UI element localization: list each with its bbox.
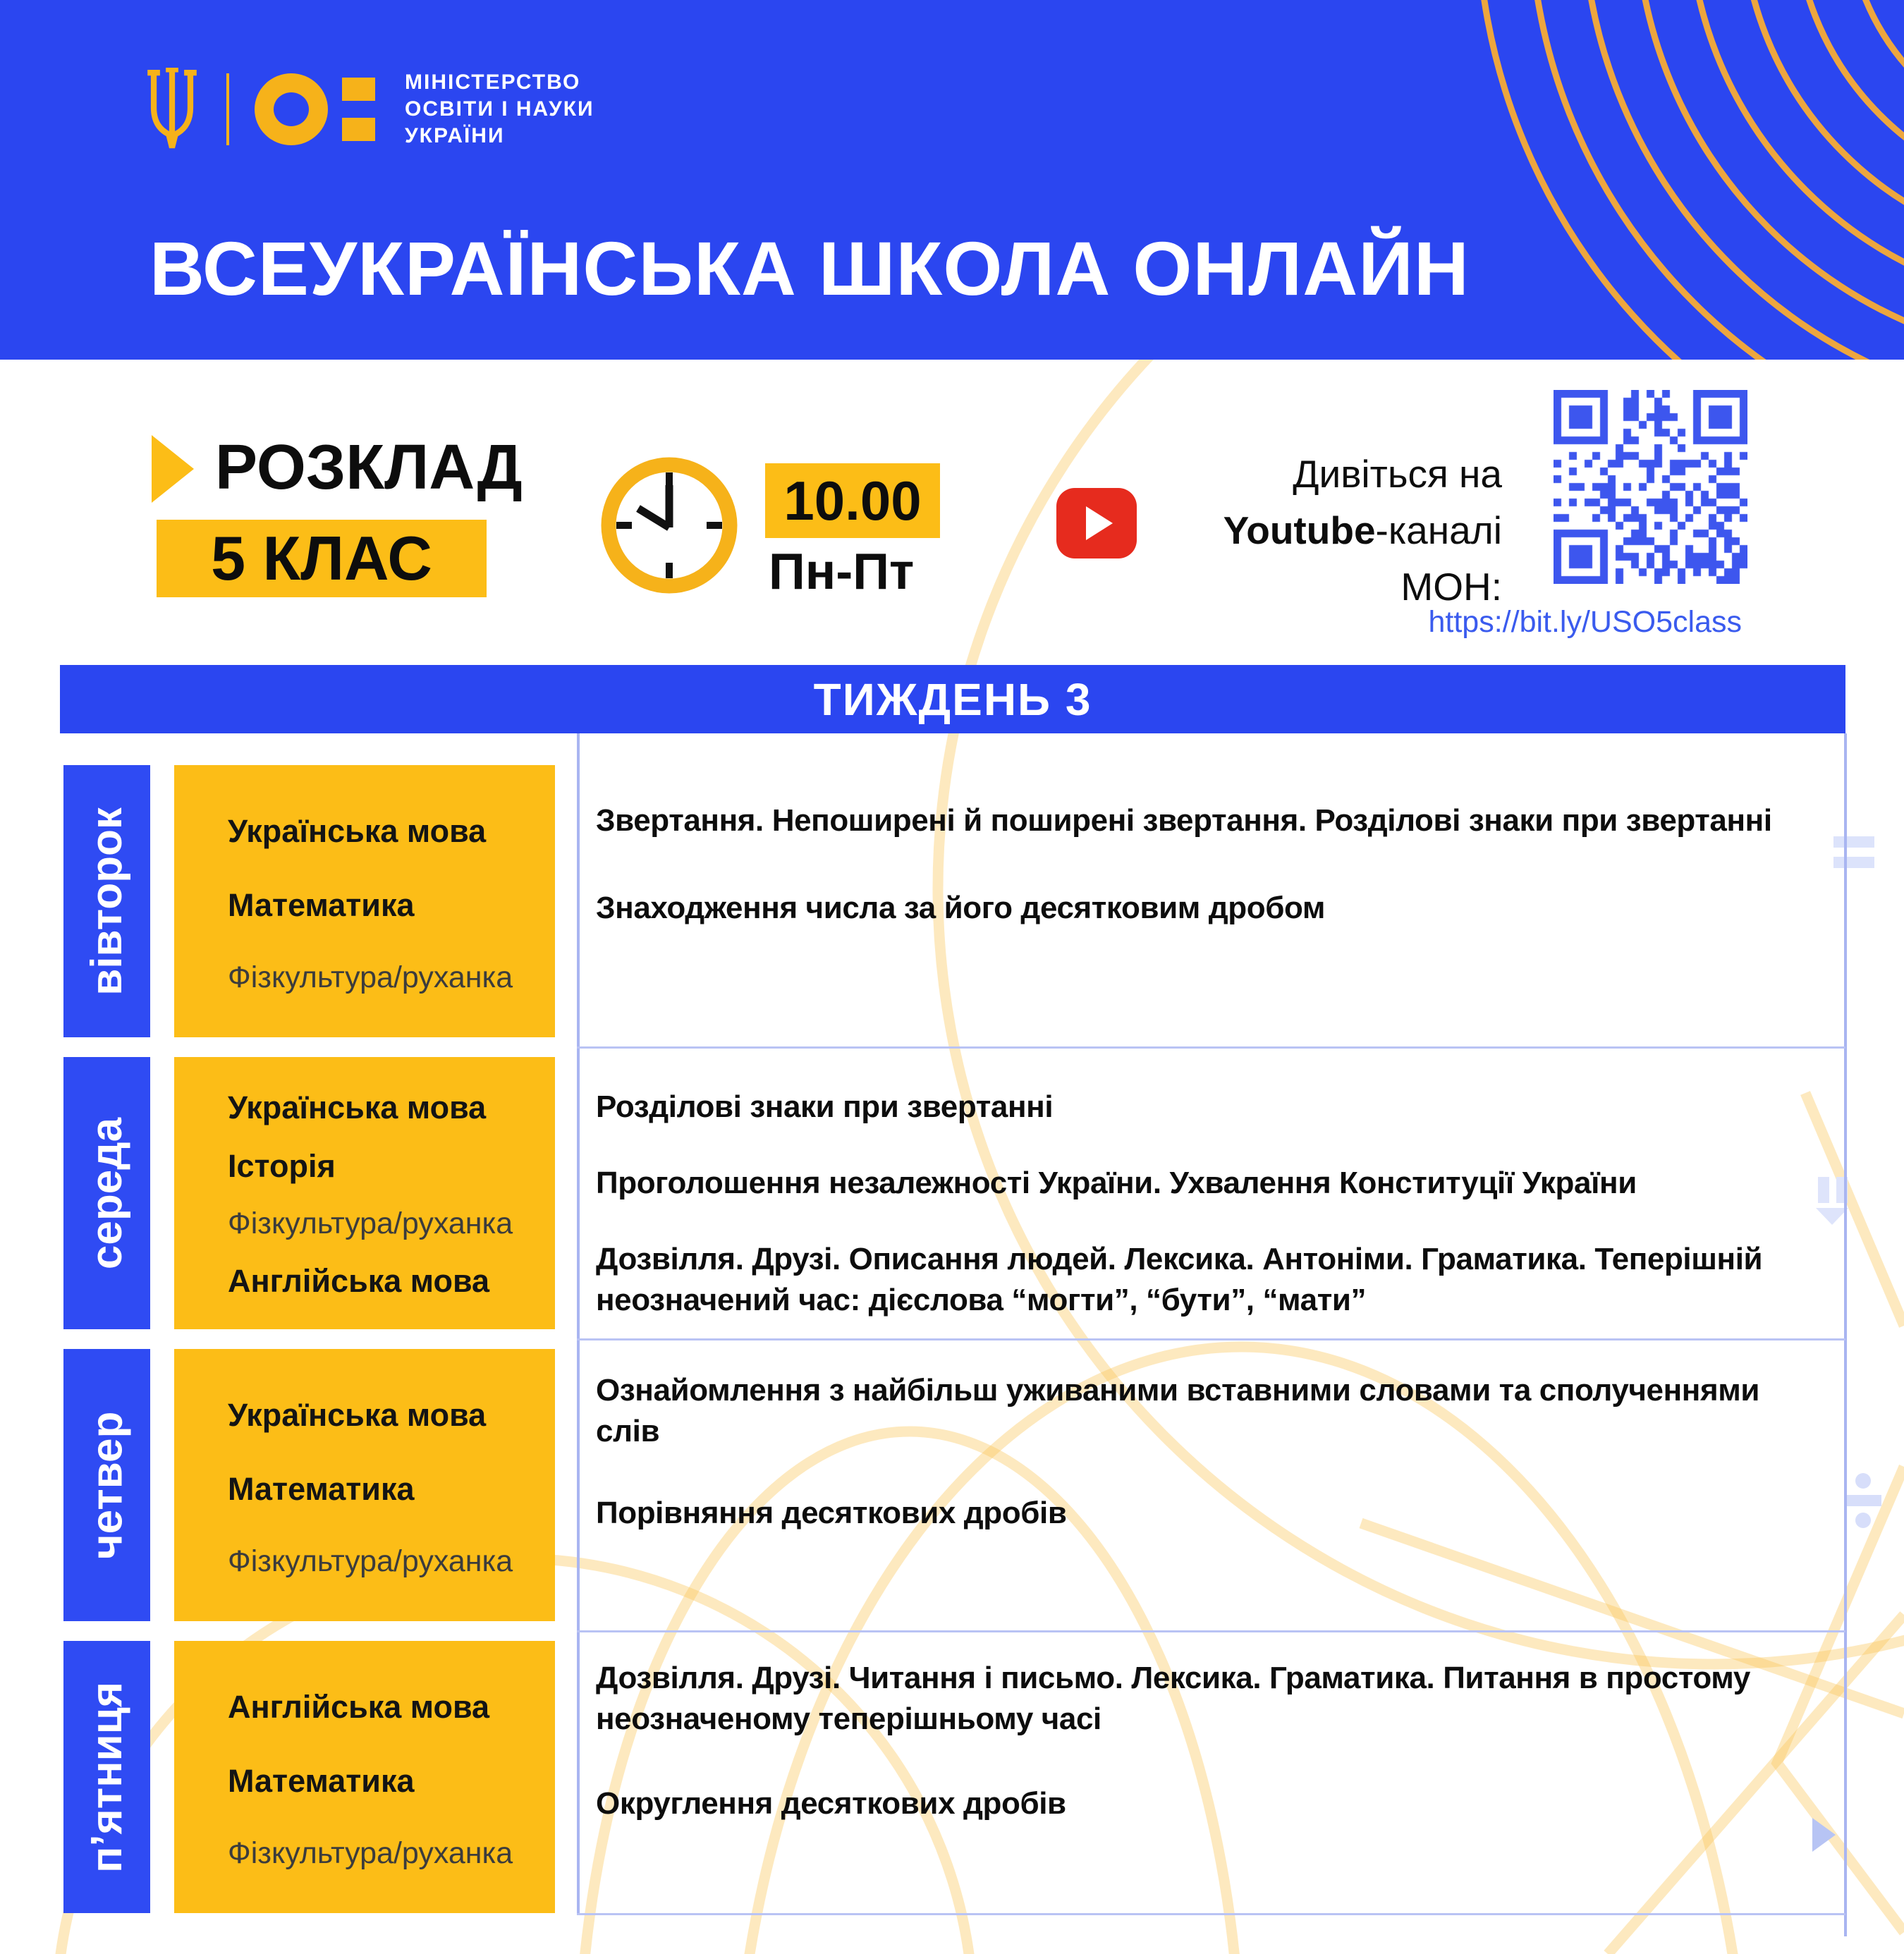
topic-list bbox=[596, 1057, 1795, 1321]
week-title-bar: ТИЖДЕНЬ 3 bbox=[60, 665, 1845, 733]
mon-logo-ring-icon bbox=[255, 73, 328, 145]
subject: Англійська мова bbox=[228, 1263, 490, 1299]
subject: Фізкультура/руханка bbox=[228, 1836, 513, 1870]
watch-youtube: Youtube bbox=[1223, 508, 1376, 552]
topic: Розділові знаки при звертанні bbox=[596, 1089, 1054, 1124]
ministry-line: УКРАЇНИ bbox=[405, 124, 505, 147]
subject: Фізкультура/руханка bbox=[228, 960, 513, 994]
subject: Фізкультура/руханка bbox=[228, 1207, 513, 1240]
ministry-logo-row bbox=[145, 67, 594, 152]
day-label: середа bbox=[83, 1117, 131, 1269]
row-divider bbox=[577, 1338, 1845, 1341]
topic-list bbox=[596, 765, 1795, 929]
mon-logo-colon-icon bbox=[342, 75, 375, 144]
subject: Математика bbox=[228, 1470, 415, 1507]
subject: Українська мова bbox=[228, 1089, 487, 1125]
table-row bbox=[0, 1641, 1904, 1913]
subject-list bbox=[174, 765, 555, 1037]
topic: Знаходження числа за його десятковим дробом bbox=[596, 891, 1326, 926]
ministry-line: ОСВІТИ І НАУКИ bbox=[405, 97, 594, 121]
subject: Фізкультура/руханка bbox=[228, 1544, 513, 1578]
watch-line1: Дивіться на bbox=[1293, 452, 1502, 496]
row-divider bbox=[577, 1046, 1845, 1049]
watch-line2: -каналі bbox=[1375, 508, 1502, 552]
table-row bbox=[0, 1057, 1904, 1329]
day-label: четвер bbox=[83, 1411, 131, 1559]
subject-list bbox=[174, 1349, 555, 1621]
day-cell bbox=[63, 1641, 150, 1913]
logo-divider bbox=[226, 73, 229, 145]
page-title: ВСЕУКРАЇНСЬКА ШКОЛА ОНЛАЙН bbox=[149, 226, 1470, 311]
ukraine-trident-icon bbox=[145, 68, 200, 151]
topic: Дозвілля. Друзі. Описання людей. Лексика. Антоніми. Граматика. Теперішній неозначений час: дієслова “могти”, “бути”, “мати” bbox=[596, 1242, 1763, 1318]
topic-list bbox=[596, 1641, 1795, 1824]
subject: Математика bbox=[228, 1762, 415, 1799]
time-badge: 10.00 bbox=[765, 463, 940, 538]
day-cell bbox=[63, 1057, 150, 1329]
row-divider bbox=[577, 1630, 1845, 1632]
subject: Українська мова bbox=[228, 1397, 487, 1433]
subject: Англійська мова bbox=[228, 1689, 490, 1725]
topic: Порівняння десяткових дробів bbox=[596, 1496, 1067, 1531]
subject: Математика bbox=[228, 886, 415, 923]
topic-list bbox=[596, 1349, 1795, 1534]
qr-code bbox=[1554, 390, 1747, 584]
subject: Історія bbox=[228, 1148, 336, 1184]
arrow-right-icon bbox=[152, 435, 194, 503]
subject-list bbox=[174, 1641, 555, 1913]
ministry-line: МІНІСТЕРСТВО bbox=[405, 71, 581, 94]
topic: Ознайомлення з найбільш уживаними вставними словами та сполученнями слів bbox=[596, 1373, 1760, 1449]
subject: Українська мова bbox=[228, 813, 487, 849]
header-banner bbox=[0, 0, 1904, 360]
watch-text bbox=[938, 446, 1502, 615]
clock-icon bbox=[601, 457, 738, 594]
topic: Проголошення незалежності України. Ухвалення Конституції України bbox=[596, 1166, 1637, 1201]
table-row bbox=[0, 765, 1904, 1037]
channel-link[interactable]: https://bit.ly/USO5class bbox=[1428, 605, 1742, 639]
day-cell bbox=[63, 1349, 150, 1621]
subject-list bbox=[174, 1057, 555, 1329]
schedule-label: РОЗКЛАД bbox=[215, 432, 523, 503]
topic: Звертання. Непоширені й поширені звертання. Розділові знаки при звертанні bbox=[596, 803, 1772, 838]
table-row bbox=[0, 1349, 1904, 1621]
topic: Дозвілля. Друзі. Читання і письмо. Лексика. Граматика. Питання в простому неозначеному теперішньому часі bbox=[596, 1661, 1750, 1737]
day-cell bbox=[63, 765, 150, 1037]
day-label: вівторок bbox=[83, 807, 131, 996]
watch-line3: МОН: bbox=[1400, 565, 1502, 609]
day-label: п’ятниця bbox=[83, 1681, 132, 1873]
topic: Округлення десяткових дробів bbox=[596, 1786, 1066, 1821]
days-range: Пн-Пт bbox=[769, 544, 915, 600]
row-divider bbox=[577, 1913, 1845, 1915]
ministry-name bbox=[405, 69, 594, 149]
grade-badge: 5 КЛАС bbox=[157, 520, 487, 597]
